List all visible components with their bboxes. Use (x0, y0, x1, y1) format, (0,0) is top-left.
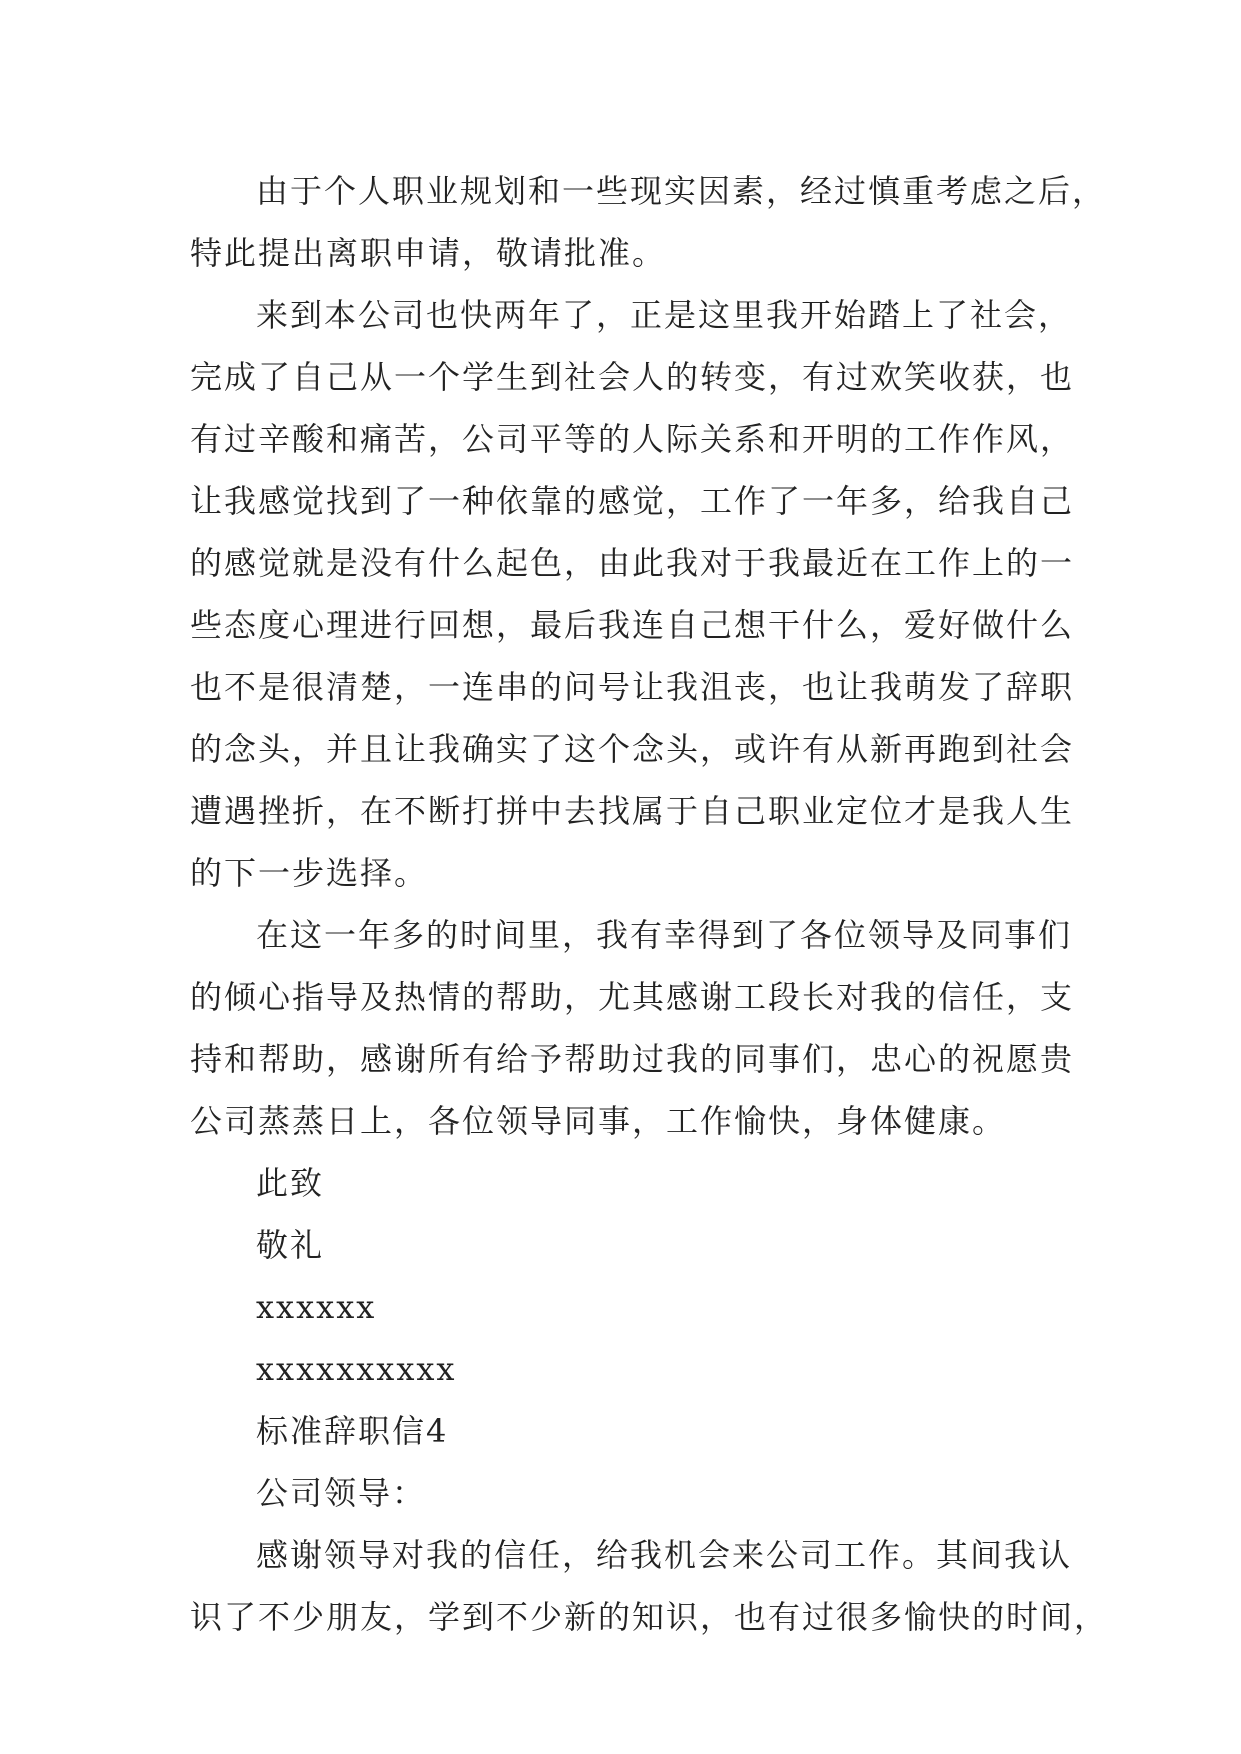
text-line: 此致 (256, 1164, 325, 1202)
text-line: 标准辞职信4 (256, 1412, 449, 1450)
text-line: 在这一年多的时间里，我有幸得到了各位领导及同事们 (256, 916, 1073, 954)
text-line: xxxxxxxxxx (256, 1350, 457, 1388)
text-line: 感谢领导对我的信任，给我机会来公司工作。其间我认 (256, 1536, 1073, 1574)
text-line: xxxxxx (256, 1288, 377, 1326)
text-line: 的倾心指导及热情的帮助，尤其感谢工段长对我的信任，支 (190, 978, 1075, 1016)
text-line: 的念头，并且让我确实了这个念头，或许有从新再跑到社会 (190, 730, 1075, 768)
text-line: 持和帮助，感谢所有给予帮助过我的同事们，忠心的祝愿贵 (190, 1040, 1075, 1078)
text-line: 有过辛酸和痛苦，公司平等的人际关系和开明的工作作风， (190, 420, 1075, 458)
document-body (190, 160, 1109, 1648)
text-line: 来到本公司也快两年了，正是这里我开始踏上了社会， (256, 296, 1073, 334)
text-line: 些态度心理进行回想，最后我连自己想干什么，爱好做什么 (190, 606, 1075, 644)
text-line: 完成了自己从一个学生到社会人的转变，有过欢笑收获，也 (190, 358, 1075, 396)
text-line: 由于个人职业规划和一些现实因素，经过慎重考虑之后， (256, 172, 1107, 210)
text-line: 也不是很清楚，一连串的问号让我沮丧，也让我萌发了辞职 (190, 668, 1075, 706)
text-line: 公司领导： (256, 1474, 427, 1512)
text-line: 识了不少朋友，学到不少新的知识，也有过很多愉快的时间， (190, 1598, 1109, 1636)
text-line: 的下一步选择。 (190, 854, 429, 892)
text-line: 敬礼 (256, 1226, 325, 1264)
text-line: 特此提出离职申请，敬请批准。 (190, 234, 667, 272)
text-line: 让我感觉找到了一种依靠的感觉，工作了一年多，给我自己 (190, 482, 1075, 520)
text-line: 遭遇挫折，在不断打拼中去找属于自己职业定位才是我人生 (190, 792, 1075, 830)
text-line: 公司蒸蒸日上，各位领导同事，工作愉快，身体健康。 (190, 1102, 1007, 1140)
text-line: 的感觉就是没有什么起色，由此我对于我最近在工作上的一 (190, 544, 1075, 582)
